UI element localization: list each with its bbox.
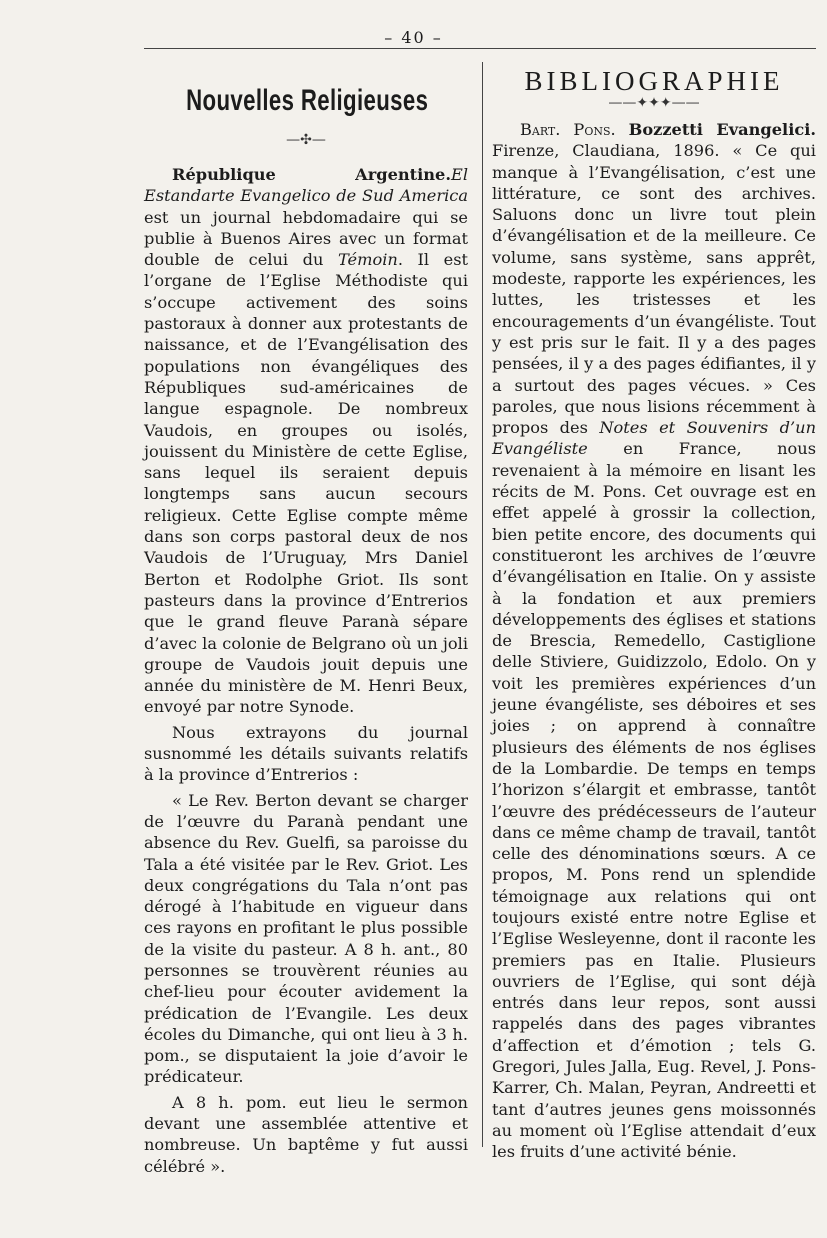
section-title-bibliographie: BIBLIOGRAPHIE bbox=[524, 66, 784, 96]
left-column bbox=[144, 62, 468, 1177]
header-rule bbox=[144, 48, 816, 49]
paragraph-sermon: A 8 h. pom. eut lieu le sermon devant une assemblée attentive et nombreuse. Un baptême y fut aussi célébré ». bbox=[144, 1092, 468, 1176]
section-title-nouvelles: Nouvelles Religieuses bbox=[186, 84, 429, 117]
page-number: – 40 – bbox=[384, 28, 443, 47]
paragraph-extract-intro: Nous extrayons du journal susnommé les détails suivants relatifs à la province d’Entrerios : bbox=[144, 722, 468, 785]
paragraph-text: en France, nous revenaient à la mémoire en lisant les récits de M. Pons. Cet ouvrage est en effet appelé à grossir la collection, bien petite encore, des documents qui constitueront les archives de l’œuvre d’évangélisation en Italie. On y assiste à la fondation et aux premiers développements des églises et stations de Brescia, Remedello, Castiglione delle Stiviere, Guidizzolo, Edolo. On y voit les premières expériences d’un jeune évangéliste, ses déboires et ses joies ; on apprend à connaître plusieurs des éléments de nos églises de la Lombardie. De temps en temps l’horizon s’élargit et embrasse, tantôt l’œuvre des prédécesseurs de l’auteur dans ce même champ de travail, tantôt celle des dénominations sœurs. A ce propos, M. Pons rend un splendide témoignage aux relations qui ont toujours existé entre notre Eglise et l’Eglise Wesleyenne, dont il raconte les premiers pas en Italie. Plusieurs ouvriers de l’Eglise, qui sont déjà entrés dans leur repos, sont aussi rappelés dans des pages vibrantes d’affection et d’émotion ; tels G. Gregori, Jules Jalla, Eug. Revel, J. Pons-Karrer, Ch. Malan, Peyran, Andreetti et tant d’autres jeunes gens moissonnés au moment où l’Eglise attendait d’eux les fruits d’une activité bénie. bbox=[492, 439, 816, 1162]
section-ornament: ——✦✦✦—— bbox=[608, 95, 700, 111]
column-divider bbox=[482, 62, 483, 1147]
review-author: Bart. Pons. bbox=[520, 120, 616, 139]
paragraph-text: Firenze, Claudiana, 1896. « Ce qui manque à l’Evangélisation, c’est une littérature, ce sont des archives. Saluons donc un livre tout plein d’évangélisation et de la meilleure. Ce volume, sans système, sans apprêt, modeste, rapporte les expériences, les luttes, les tristesses et les encouragements d’un évangéliste. Tout y est pris sur le fait. Il y a des pages pensées, il y a des pages édifiantes, il y a surtout des pages vécues. » Ces paroles, que nous lisions récemment à propos des bbox=[492, 141, 816, 438]
paragraph-lead: République Argentine. bbox=[172, 165, 451, 184]
paragraph-text: est un journal hebdomadaire qui se publie à Buenos Aires avec un format double de celui du bbox=[144, 207, 468, 270]
journal-title: El Estandarte Evangelico de Sud America bbox=[144, 165, 468, 206]
temoin-title: Témoin bbox=[337, 250, 398, 270]
review-book-title: Bozzetti Evangelici. bbox=[628, 120, 816, 139]
section-ornament: —✣— bbox=[286, 132, 326, 148]
paragraph-review bbox=[492, 119, 816, 1163]
paragraph-quote: « Le Rev. Berton devant se charger de l’œuvre du Paranà pendant une absence du Rev. Guelfi, sa paroisse du Tala a été visitée par le Rev. Griot. Les deux congrégations du Tala n’ont pas dérogé à l’habitude en vigueur dans ces rayons en profitant le plus possible de la visite du pasteur. A 8 h. ant., 80 personnes se trouvèrent réunies au chef-lieu pour écouter avidement la prédication de l’Evangile. Les deux écoles du Dimanche, qui ont lieu à 3 h. pom., se disputaient la joie d’avoir le prédicateur. bbox=[144, 790, 468, 1087]
paragraph-argentine bbox=[144, 164, 468, 718]
right-column bbox=[492, 62, 816, 1163]
paragraph-text: . Il est l’organe de l’Eglise Méthodiste qui s’occupe activement des soins pastoraux à donner aux protestants de naissance, et de l’Evangélisation des populations non évangéliques des Républiques sud-américaines de langue espagnole. De nombreux Vaudois, en groupes ou isolés, jouissent du Ministère de cette Eglise, sans lequel ils seraient depuis longtemps sans aucun secours religieux. Cette Eglise compte même dans son corps pastoral deux de nos Vaudois de l’Uruguay, Mrs Daniel Berton et Rodolphe Griot. Ils sont pasteurs dans la province d’Entrerios que le grand fleuve Paranà sépare d’avec la colonie de Belgrano où un joli groupe de Vaudois jouit depuis une année du ministère de M. Henri Beux, envoyé par notre Synode. bbox=[144, 250, 469, 717]
notes-title: Notes et Souvenirs d’un Evangéliste bbox=[492, 418, 816, 459]
